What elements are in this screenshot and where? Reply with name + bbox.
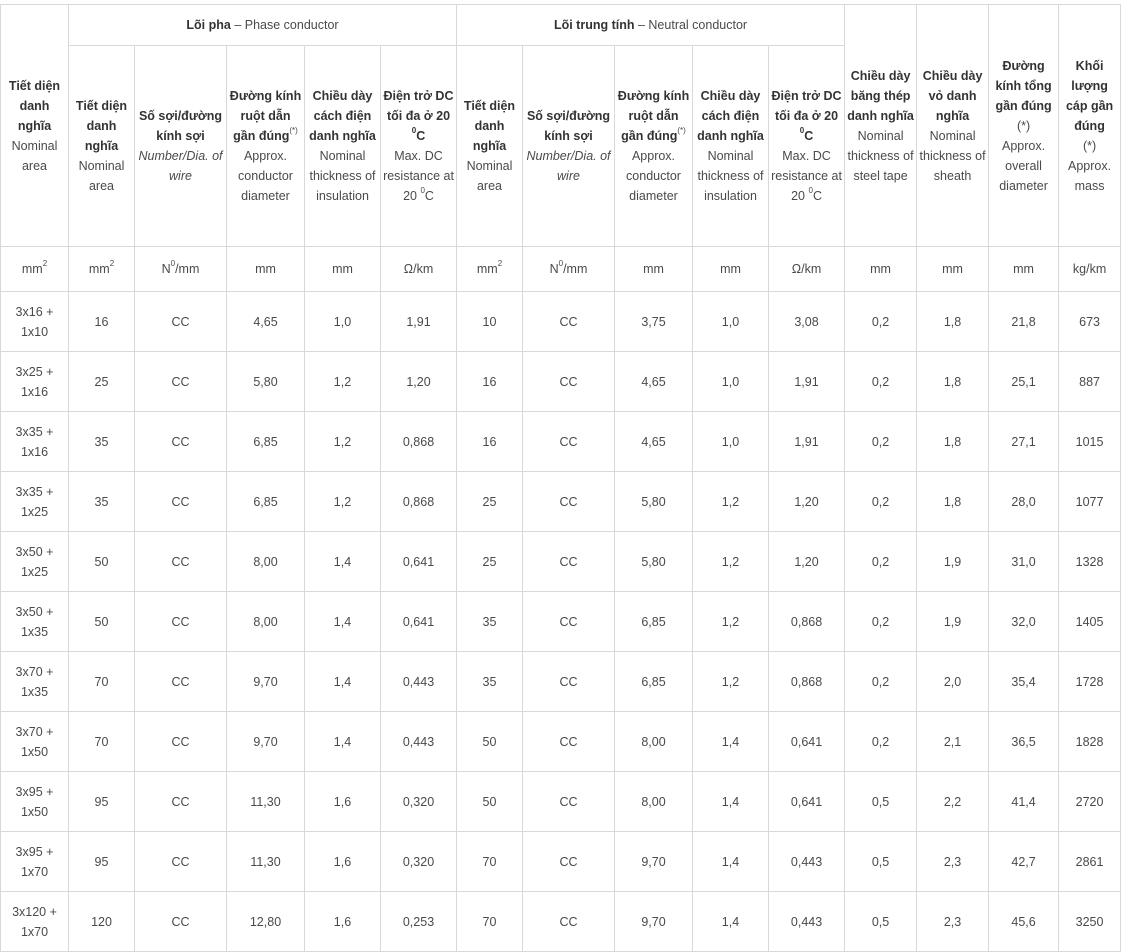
cell-n-ins: 1,4 [693,712,769,772]
unit-phase-diameter: mm [227,247,305,292]
cell-size [1,352,69,412]
cell-n-res: 1,20 [769,472,845,532]
size-line-2: 1x70 [20,864,49,879]
cell-sheath: 1,8 [917,472,989,532]
cell-p-area: 50 [69,532,135,592]
unit-area: $mm^2$ [1,247,69,292]
cell-p-res: 1,20 [381,352,457,412]
cell-n-res: 0,641 [769,712,845,772]
cell-p-dia: 9,70 [227,712,305,772]
cell-n-ins: 1,4 [693,832,769,892]
cell-steel: 0,2 [845,472,917,532]
header-neutral-area: Tiết diện danh nghĩa Nominal area [457,46,523,247]
cell-p-dia: 9,70 [227,652,305,712]
cell-size [1,712,69,772]
cell-steel: 0,5 [845,772,917,832]
cell-n-res: 0,868 [769,652,845,712]
cell-sheath: 1,9 [917,592,989,652]
cell-n-res: 0,641 [769,772,845,832]
cell-n-wire: CC [523,832,615,892]
cell-n-dia: 4,65 [615,352,693,412]
table-row [1,772,1121,832]
cell-p-ins: 1,4 [305,532,381,592]
cell-steel: 0,2 [845,352,917,412]
cell-mass: 1728 [1059,652,1121,712]
cell-n-wire: CC [523,472,615,532]
cell-steel: 0,2 [845,532,917,592]
size-line-2: 1x25 [20,504,49,519]
cell-p-wire: CC [135,652,227,712]
cell-p-res: 0,443 [381,712,457,772]
cell-p-wire: CC [135,532,227,592]
cell-sheath: 1,9 [917,532,989,592]
header-neutral-resistance: Điện trở DC tối đa ở 20 $^0$C Max. DC resistance at 20 $^0$C [769,46,845,247]
cell-p-res: 0,868 [381,412,457,472]
size-line-2: 1x70 [20,924,49,939]
table-row [1,412,1121,472]
size-line-2: 1x50 [20,804,49,819]
unit-sheath: mm [917,247,989,292]
cell-size [1,532,69,592]
cell-sheath: 1,8 [917,412,989,472]
units-row [1,247,1121,292]
size-line-2: 1x25 [20,564,49,579]
unit-steel: mm [845,247,917,292]
cell-steel: 0,5 [845,832,917,892]
cell-n-area: 70 [457,832,523,892]
cell-n-res: 0,443 [769,892,845,952]
cell-n-res: 1,91 [769,412,845,472]
cell-p-dia: 12,80 [227,892,305,952]
header-steel-tape: Chiều dày băng thép danh nghĩa Nominal thickness of steel tape [845,5,917,247]
size-line-2: 1x35 [20,624,49,639]
cell-p-res: 0,868 [381,472,457,532]
cell-size [1,592,69,652]
cell-mass: 1405 [1059,592,1121,652]
cell-n-ins: 1,2 [693,532,769,592]
cell-n-ins: 1,4 [693,892,769,952]
header-overall-diameter: Đường kính tổng gần đúng (*) Approx. overall diameter [989,5,1059,247]
cell-steel: 0,2 [845,412,917,472]
cell-n-wire: CC [523,352,615,412]
cell-overall: 27,1 [989,412,1059,472]
cell-p-dia: 6,85 [227,472,305,532]
cell-p-dia: 8,00 [227,532,305,592]
cell-n-area: 16 [457,412,523,472]
cell-p-dia: 11,30 [227,772,305,832]
cell-size [1,472,69,532]
cell-n-ins: 1,2 [693,652,769,712]
header-phase-conductor: Lõi pha – Phase conductor [69,5,457,46]
cell-sheath: 1,8 [917,292,989,352]
cell-mass: 1828 [1059,712,1121,772]
cell-size [1,292,69,352]
cell-steel: 0,5 [845,892,917,952]
size-line-1: 3x70 + [15,724,54,739]
cell-p-wire: CC [135,712,227,772]
header-neutral-wire: Số sợi/đường kính sợi Number/Dia. of wire [523,46,615,247]
unit-neutral-resistance: Ω/km [769,247,845,292]
cell-n-area: 10 [457,292,523,352]
cell-mass: 887 [1059,352,1121,412]
cell-sheath: 1,8 [917,352,989,412]
cell-steel: 0,2 [845,652,917,712]
size-line-1: 3x35 + [15,484,54,499]
cell-p-area: 35 [69,412,135,472]
cell-p-ins: 1,6 [305,772,381,832]
size-line-1: 3x35 + [15,424,54,439]
cell-p-area: 16 [69,292,135,352]
cell-n-dia: 9,70 [615,892,693,952]
size-line-2: 1x50 [20,744,49,759]
cell-p-res: 0,641 [381,532,457,592]
unit-phase-wire: $N^0/mm$ [135,247,227,292]
cell-p-res: 0,641 [381,592,457,652]
cell-n-area: 35 [457,652,523,712]
cell-n-wire: CC [523,532,615,592]
cell-n-area: 16 [457,352,523,412]
header-neutral-diameter: Đường kính ruột dẫn gần đúng(*) Approx. conductor diameter [615,46,693,247]
cell-overall: 45,6 [989,892,1059,952]
cell-n-area: 70 [457,892,523,952]
header-phase-resistance: Điện trở DC tối đa ở 20 $^0$C Max. DC resistance at 20 $^0$C [381,46,457,247]
cell-p-res: 0,320 [381,832,457,892]
cell-n-dia: 4,65 [615,412,693,472]
cell-p-wire: CC [135,352,227,412]
cell-p-area: 35 [69,472,135,532]
cell-p-ins: 1,2 [305,412,381,472]
size-line-1: 3x50 + [15,544,54,559]
header-mass: Khối lượng cáp gần đúng (*) Approx. mass [1059,5,1121,247]
size-line-1: 3x25 + [15,364,54,379]
cell-mass: 673 [1059,292,1121,352]
cell-n-dia: 5,80 [615,472,693,532]
size-line-1: 3x50 + [15,604,54,619]
cell-n-wire: CC [523,652,615,712]
cell-overall: 32,0 [989,592,1059,652]
cell-sheath: 2,2 [917,772,989,832]
cell-p-dia: 8,00 [227,592,305,652]
cell-p-wire: CC [135,472,227,532]
size-line-2: 1x16 [20,384,49,399]
cell-p-res: 1,91 [381,292,457,352]
cell-sheath: 2,3 [917,832,989,892]
cable-spec-table [0,4,1121,952]
header-phase-area: Tiết diện danh nghĩa Nominal area [69,46,135,247]
cell-mass: 3250 [1059,892,1121,952]
cell-n-res: 0,443 [769,832,845,892]
cell-p-ins: 1,4 [305,592,381,652]
header-sheath: Chiều dày vỏ danh nghĩa Nominal thickness of sheath [917,5,989,247]
cell-p-wire: CC [135,292,227,352]
cell-n-ins: 1,2 [693,592,769,652]
cell-n-area: 50 [457,712,523,772]
cell-size [1,892,69,952]
cell-n-wire: CC [523,592,615,652]
cell-p-ins: 1,6 [305,892,381,952]
unit-neutral-area: $mm^2$ [457,247,523,292]
cell-p-ins: 1,2 [305,352,381,412]
unit-phase-area: $mm^2$ [69,247,135,292]
cell-p-area: 50 [69,592,135,652]
cell-n-ins: 1,4 [693,772,769,832]
unit-neutral-insulation: mm [693,247,769,292]
table-row [1,292,1121,352]
table-row [1,472,1121,532]
table-row [1,652,1121,712]
cell-steel: 0,2 [845,292,917,352]
cell-n-res: 3,08 [769,292,845,352]
header-phase-diameter: Đường kính ruột dẫn gần đúng(*) Approx. conductor diameter [227,46,305,247]
table-row [1,532,1121,592]
cell-size [1,832,69,892]
cell-n-wire: CC [523,292,615,352]
cell-p-ins: 1,2 [305,472,381,532]
size-line-1: 3x95 + [15,844,54,859]
cell-p-dia: 11,30 [227,832,305,892]
cell-mass: 1015 [1059,412,1121,472]
cell-n-area: 25 [457,472,523,532]
unit-neutral-diameter: mm [615,247,693,292]
header-neutral-insulation: Chiều dày cách điện danh nghĩa Nominal thickness of insulation [693,46,769,247]
cell-p-area: 95 [69,772,135,832]
cell-p-area: 70 [69,652,135,712]
cell-p-wire: CC [135,412,227,472]
cell-n-res: 0,868 [769,592,845,652]
cell-size [1,412,69,472]
cell-sheath: 2,3 [917,892,989,952]
cell-n-dia: 8,00 [615,712,693,772]
cell-overall: 25,1 [989,352,1059,412]
unit-mass: kg/km [1059,247,1121,292]
unit-phase-insulation: mm [305,247,381,292]
cell-n-dia: 6,85 [615,592,693,652]
cell-steel: 0,2 [845,712,917,772]
size-line-2: 1x10 [20,324,49,339]
header-phase-insulation: Chiều dày cách điện danh nghĩa Nominal thickness of insulation [305,46,381,247]
cell-n-ins: 1,0 [693,352,769,412]
cell-p-area: 25 [69,352,135,412]
table-row [1,592,1121,652]
cell-n-wire: CC [523,712,615,772]
table-body [1,292,1121,952]
cell-overall: 31,0 [989,532,1059,592]
cell-p-wire: CC [135,592,227,652]
cell-sheath: 2,1 [917,712,989,772]
cell-n-dia: 6,85 [615,652,693,712]
size-line-2: 1x16 [20,444,49,459]
table-row [1,892,1121,952]
size-line-1: 3x16 + [15,304,54,319]
header-phase-wire: Số sợi/đường kính sợi Number/Dia. of wire [135,46,227,247]
cell-n-dia: 5,80 [615,532,693,592]
cell-mass: 2861 [1059,832,1121,892]
cell-n-wire: CC [523,772,615,832]
cell-mass: 2720 [1059,772,1121,832]
size-line-2: 1x35 [20,684,49,699]
cell-n-dia: 8,00 [615,772,693,832]
cell-overall: 41,4 [989,772,1059,832]
cell-overall: 42,7 [989,832,1059,892]
cell-p-res: 0,320 [381,772,457,832]
cell-n-dia: 9,70 [615,832,693,892]
cell-p-area: 70 [69,712,135,772]
cell-overall: 21,8 [989,292,1059,352]
table-row [1,712,1121,772]
cell-p-area: 120 [69,892,135,952]
cell-n-res: 1,91 [769,352,845,412]
cell-p-dia: 6,85 [227,412,305,472]
size-line-1: 3x95 + [15,784,54,799]
cell-p-dia: 4,65 [227,292,305,352]
cell-size [1,772,69,832]
cell-n-wire: CC [523,412,615,472]
cell-overall: 36,5 [989,712,1059,772]
cell-n-wire: CC [523,892,615,952]
cell-mass: 1077 [1059,472,1121,532]
cell-p-res: 0,443 [381,652,457,712]
cell-p-wire: CC [135,772,227,832]
cell-n-area: 50 [457,772,523,832]
cell-n-area: 25 [457,532,523,592]
cell-p-dia: 5,80 [227,352,305,412]
cell-overall: 35,4 [989,652,1059,712]
cell-p-area: 95 [69,832,135,892]
unit-overall: mm [989,247,1059,292]
cell-n-ins: 1,2 [693,472,769,532]
cell-p-res: 0,253 [381,892,457,952]
header-nominal-area: Tiết diện danh nghĩa Nominal area [1,5,69,247]
cell-n-ins: 1,0 [693,412,769,472]
cell-p-ins: 1,0 [305,292,381,352]
size-line-1: 3x120 + [12,904,57,919]
cell-p-wire: CC [135,832,227,892]
unit-neutral-wire: $N^0/mm$ [523,247,615,292]
header-neutral-conductor: Lõi trung tính – Neutral conductor [457,5,845,46]
cell-n-ins: 1,0 [693,292,769,352]
cell-n-res: 1,20 [769,532,845,592]
cell-p-ins: 1,4 [305,652,381,712]
table-row [1,352,1121,412]
cell-n-area: 35 [457,592,523,652]
cell-p-ins: 1,6 [305,832,381,892]
cell-n-dia: 3,75 [615,292,693,352]
cell-sheath: 2,0 [917,652,989,712]
cell-p-wire: CC [135,892,227,952]
cell-p-ins: 1,4 [305,712,381,772]
size-line-1: 3x70 + [15,664,54,679]
cell-size [1,652,69,712]
unit-phase-resistance: Ω/km [381,247,457,292]
cell-steel: 0,2 [845,592,917,652]
cell-overall: 28,0 [989,472,1059,532]
table-row [1,832,1121,892]
cell-mass: 1328 [1059,532,1121,592]
